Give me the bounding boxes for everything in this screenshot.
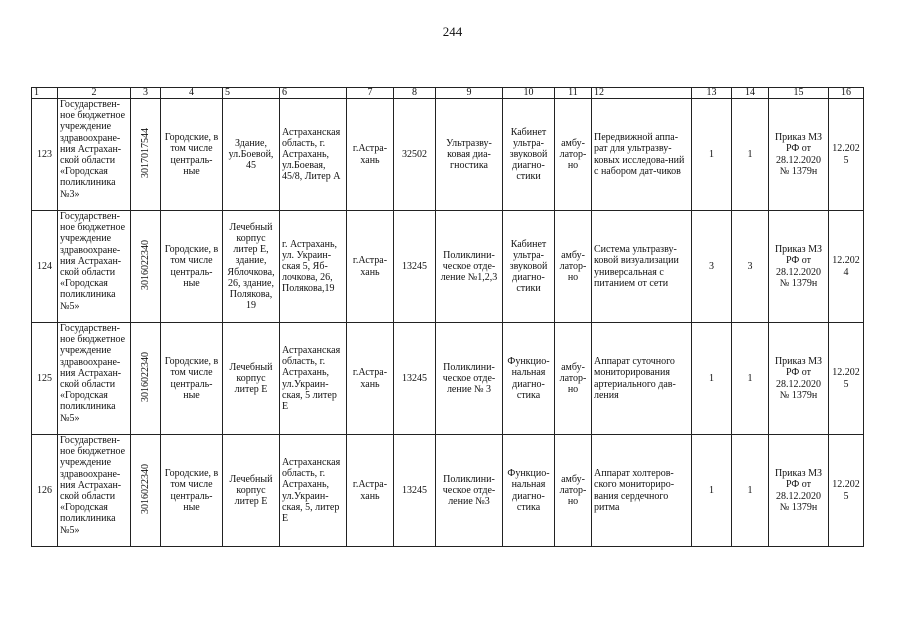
city: г.Астра-хань bbox=[347, 99, 394, 211]
equipment-name: Аппарат суточного мониторирования артериального дав-ления bbox=[592, 323, 692, 435]
settlement-type: Городские, в том числе централь-ные bbox=[161, 211, 223, 323]
building: Лечебный корпус литер Е bbox=[223, 435, 280, 547]
organization-name: Государствен-ное бюджетное учреждение здравоохране-ния Астрахан-ской области «Городская поликлиника №3» bbox=[58, 99, 131, 211]
page-number: 244 bbox=[442, 24, 463, 39]
care-condition: амбу-латор-но bbox=[555, 211, 592, 323]
room: Функцио-нальная диагно-стика bbox=[503, 435, 555, 547]
settlement-type: Городские, в том числе централь-ные bbox=[161, 435, 223, 547]
row-number: 125 bbox=[32, 323, 58, 435]
regulatory-order: Приказ МЗ РФ от 28.12.2020 № 1379н bbox=[769, 99, 829, 211]
quantity-planned: 3 bbox=[732, 211, 769, 323]
room: Функцио-нальная диагно-стика bbox=[503, 323, 555, 435]
organization-code: 3017017544 bbox=[139, 127, 151, 178]
organization-code: 3016022340 bbox=[139, 463, 151, 514]
target-date: 12.2024 bbox=[829, 211, 864, 323]
room: Кабинет ультра-звуковой диагно-стики bbox=[503, 99, 555, 211]
regulatory-order: Приказ МЗ РФ от 28.12.2020 № 1379н bbox=[769, 211, 829, 323]
department: Поликлини-ческое отде-ление № 3 bbox=[436, 323, 503, 435]
okato-code: 13245 bbox=[394, 211, 436, 323]
column-header-8: 8 bbox=[394, 88, 436, 99]
quantity-planned: 1 bbox=[732, 435, 769, 547]
room: Кабинет ультра-звуковой диагно-стики bbox=[503, 211, 555, 323]
column-header-9: 9 bbox=[436, 88, 503, 99]
organization-code: 3016022340 bbox=[139, 239, 151, 290]
address: Астраханская область, г. Астрахань, ул.Украин-ская, 5 литер Е bbox=[280, 323, 347, 435]
address: Астраханская область, г. Астрахань, ул.Украин-ская, 5, литер Е bbox=[280, 435, 347, 547]
organization-name: Государствен-ное бюджетное учреждение здравоохране-ния Астрахан-ской области «Городская поликлиника №5» bbox=[58, 211, 131, 323]
quantity-required: 1 bbox=[692, 435, 732, 547]
address: г. Астрахань, ул. Украин-ская 5, Яб-лочкова, 26, Полякова,19 bbox=[280, 211, 347, 323]
organization-name: Государствен-ное бюджетное учреждение здравоохране-ния Астрахан-ской области «Городская поликлиника №5» bbox=[58, 323, 131, 435]
department: Поликлини-ческое отде-ление №3 bbox=[436, 435, 503, 547]
building: Здание, ул.Боевой, 45 bbox=[223, 99, 280, 211]
department: Ультразву-ковая диа-гностика bbox=[436, 99, 503, 211]
organization-code: 3016022340 bbox=[139, 351, 151, 402]
row-number: 124 bbox=[32, 211, 58, 323]
city: г.Астра-хань bbox=[347, 211, 394, 323]
care-condition: амбу-латор-но bbox=[555, 99, 592, 211]
building: Лечебный корпус литер Е bbox=[223, 323, 280, 435]
column-header-12: 12 bbox=[592, 88, 692, 99]
column-header-2: 2 bbox=[58, 88, 131, 99]
regulatory-order: Приказ МЗ РФ от 28.12.2020 № 1379н bbox=[769, 435, 829, 547]
column-header-11: 11 bbox=[555, 88, 592, 99]
quantity-required: 3 bbox=[692, 211, 732, 323]
department: Поликлини-ческое отде-ление №1,2,3 bbox=[436, 211, 503, 323]
equipment-name: Аппарат холтеров-ского мониториро-вания сердечного ритма bbox=[592, 435, 692, 547]
okato-code: 13245 bbox=[394, 323, 436, 435]
quantity-required: 1 bbox=[692, 323, 732, 435]
equipment-register-table bbox=[31, 87, 864, 547]
target-date: 12.2025 bbox=[829, 99, 864, 211]
building: Лечебный корпус литер Е, здание, Яблочкова, 26, здание, Полякова, 19 bbox=[223, 211, 280, 323]
okato-code: 13245 bbox=[394, 435, 436, 547]
table-row bbox=[32, 435, 864, 547]
settlement-type: Городские, в том числе централь-ные bbox=[161, 99, 223, 211]
table-row bbox=[32, 211, 864, 323]
table-row bbox=[32, 323, 864, 435]
table-row bbox=[32, 99, 864, 211]
target-date: 12.2025 bbox=[829, 323, 864, 435]
column-header-10: 10 bbox=[503, 88, 555, 99]
column-header-14: 14 bbox=[732, 88, 769, 99]
column-header-6: 6 bbox=[280, 88, 347, 99]
column-header-5: 5 bbox=[223, 88, 280, 99]
care-condition: амбу-латор-но bbox=[555, 435, 592, 547]
city: г.Астра-хань bbox=[347, 435, 394, 547]
address: Астраханская область, г. Астрахань, ул.Боевая, 45/8, Литер А bbox=[280, 99, 347, 211]
equipment-name: Передвижной аппа-рат для ультразву-ковых исследова-ний с набором дат-чиков bbox=[592, 99, 692, 211]
row-number: 123 bbox=[32, 99, 58, 211]
target-date: 12.2025 bbox=[829, 435, 864, 547]
column-header-7: 7 bbox=[347, 88, 394, 99]
column-header-16: 16 bbox=[829, 88, 864, 99]
quantity-required: 1 bbox=[692, 99, 732, 211]
column-header-1: 1 bbox=[32, 88, 58, 99]
quantity-planned: 1 bbox=[732, 323, 769, 435]
column-header-3: 3 bbox=[131, 88, 161, 99]
settlement-type: Городские, в том числе централь-ные bbox=[161, 323, 223, 435]
quantity-planned: 1 bbox=[732, 99, 769, 211]
regulatory-order: Приказ МЗ РФ от 28.12.2020 № 1379н bbox=[769, 323, 829, 435]
city: г.Астра-хань bbox=[347, 323, 394, 435]
column-header-15: 15 bbox=[769, 88, 829, 99]
row-number: 126 bbox=[32, 435, 58, 547]
equipment-name: Система ультразву-ковой визуализации универсальная с питанием от сети bbox=[592, 211, 692, 323]
organization-name: Государствен-ное бюджетное учреждение здравоохране-ния Астрахан-ской области «Городская поликлиника №5» bbox=[58, 435, 131, 547]
column-number-row bbox=[32, 88, 864, 99]
column-header-13: 13 bbox=[692, 88, 732, 99]
okato-code: 32502 bbox=[394, 99, 436, 211]
column-header-4: 4 bbox=[161, 88, 223, 99]
care-condition: амбу-латор-но bbox=[555, 323, 592, 435]
